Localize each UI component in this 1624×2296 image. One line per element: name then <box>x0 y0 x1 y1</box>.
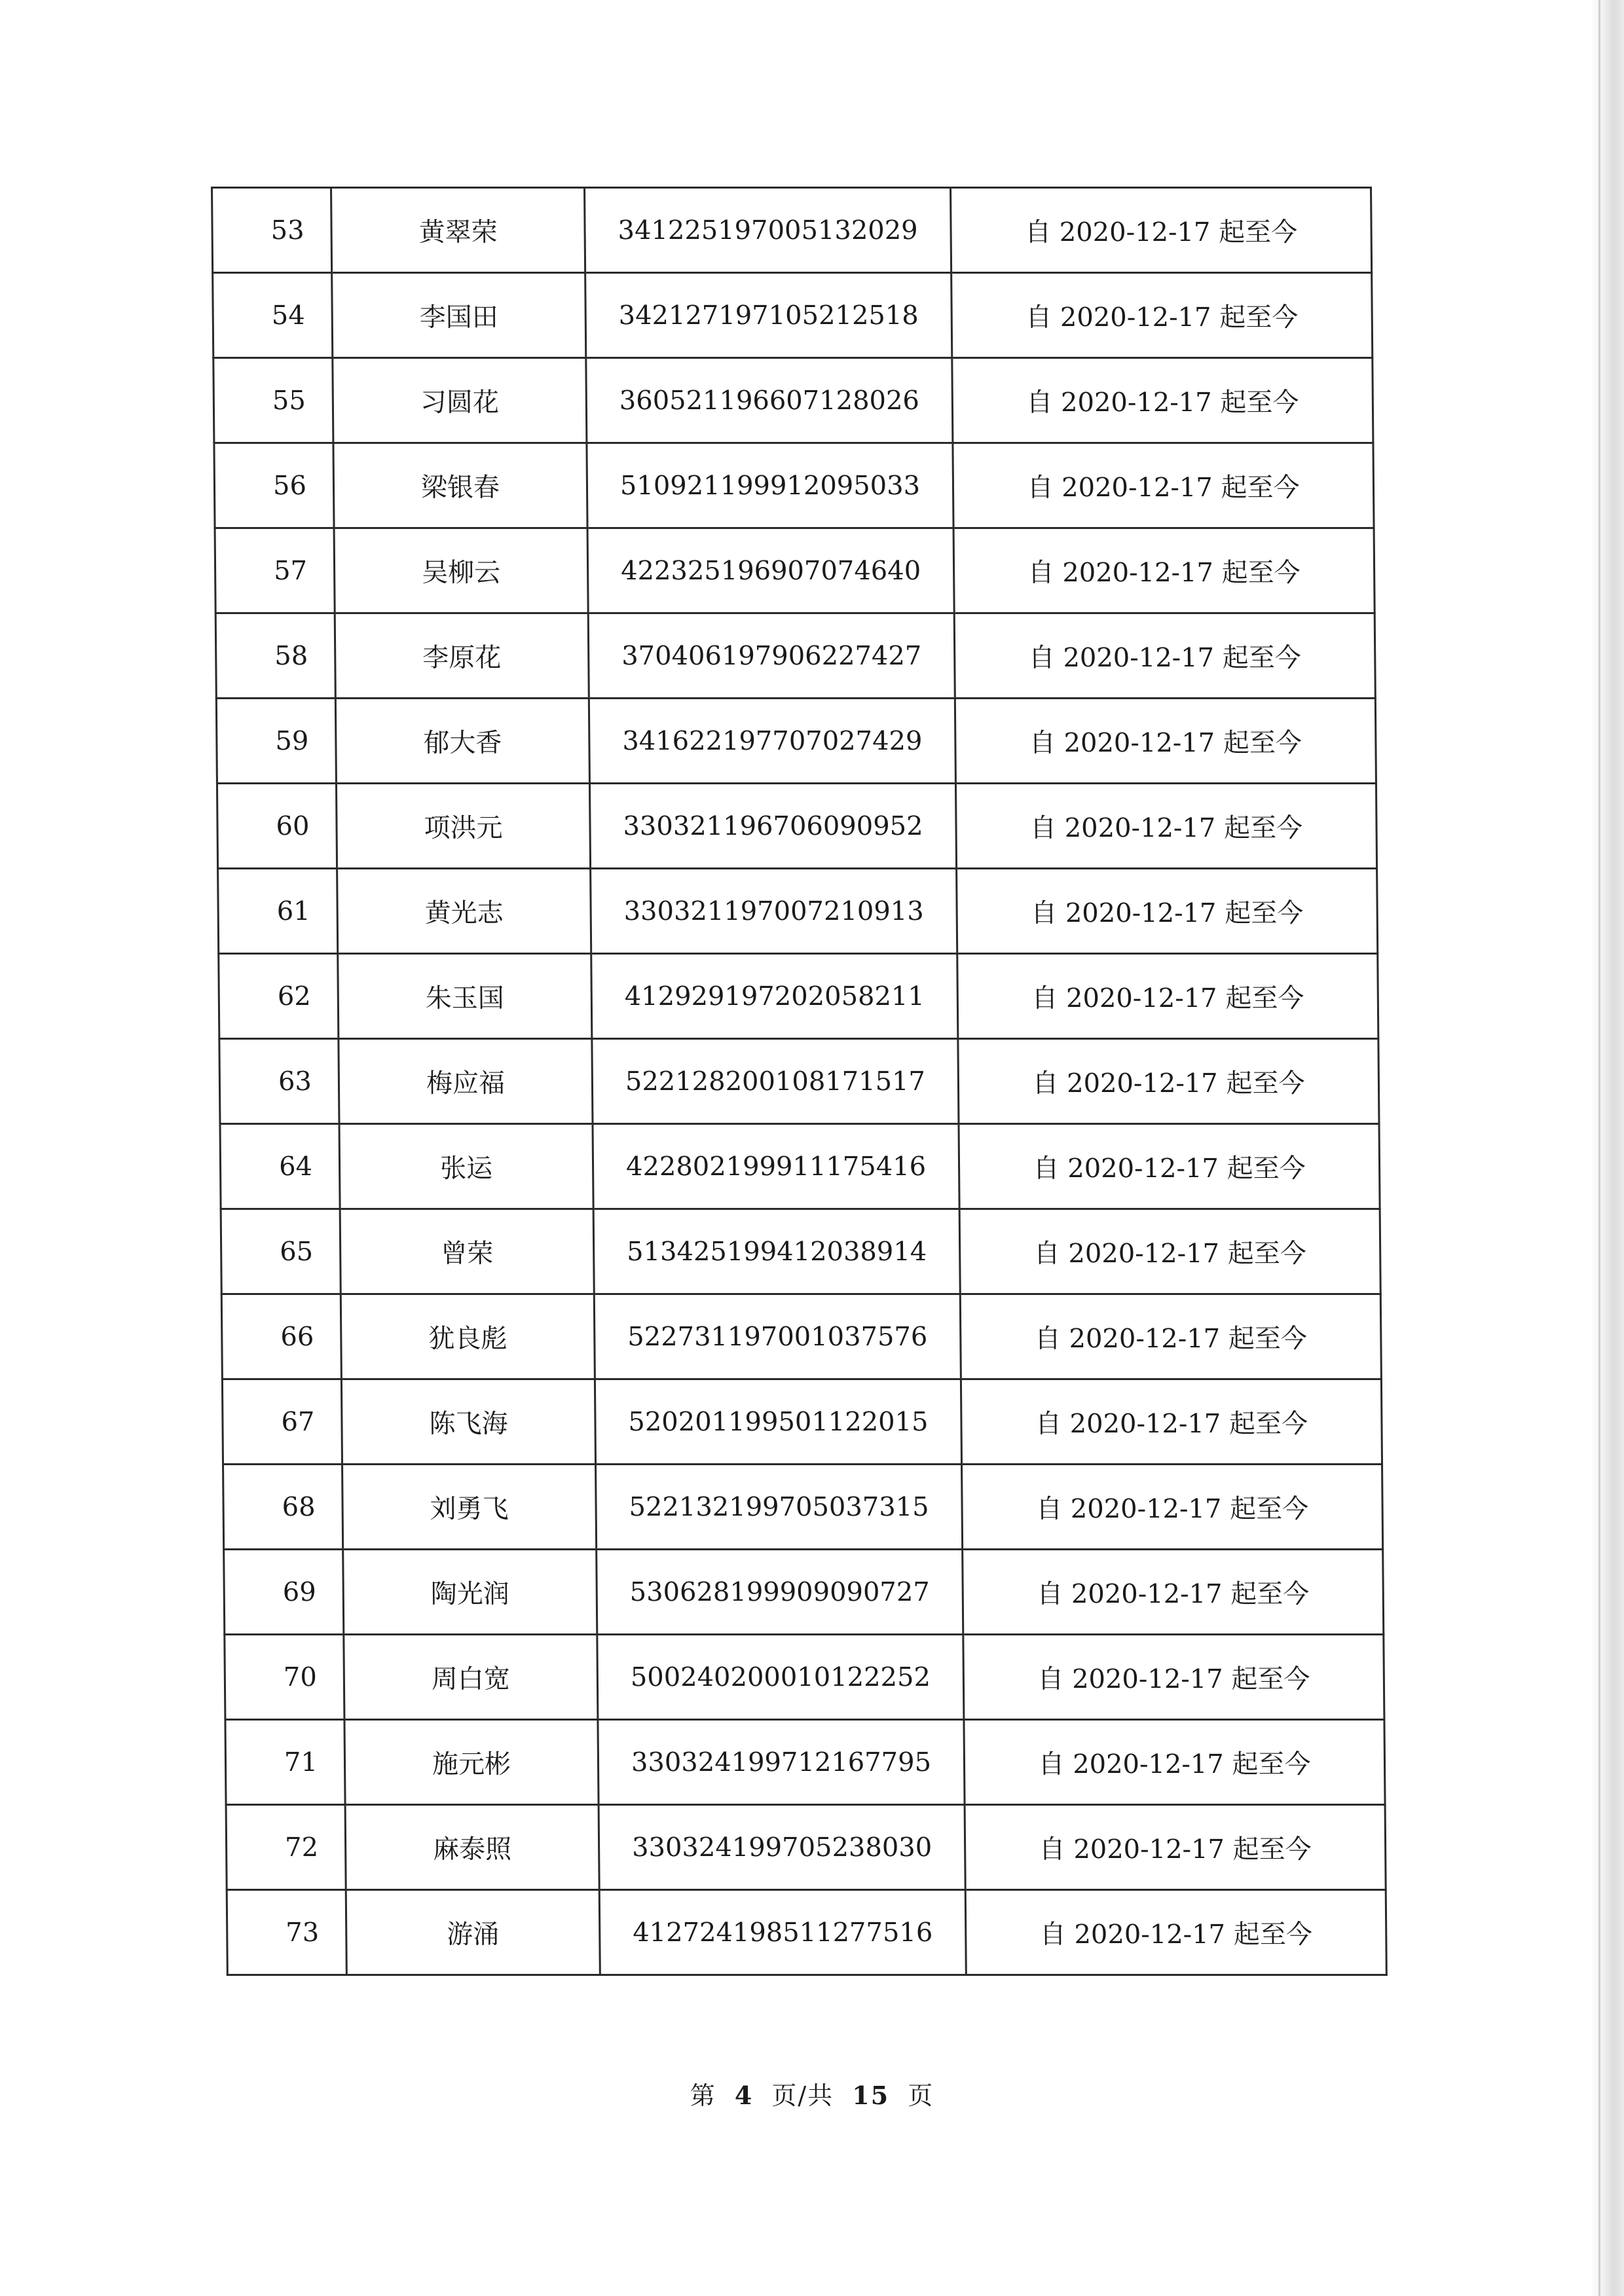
table-row <box>225 1635 1384 1720</box>
row-id-number: 360521196607128026 <box>586 358 953 443</box>
row-id-number: 500240200010122252 <box>597 1635 964 1720</box>
table-row <box>216 699 1376 784</box>
row-number: 65 <box>221 1209 341 1294</box>
table-row <box>218 869 1378 954</box>
row-id-number: 522731197001037576 <box>594 1294 961 1379</box>
roster-table-body <box>212 188 1387 1975</box>
row-id-number: 412724198511277516 <box>599 1890 966 1975</box>
row-name: 项洪元 <box>336 784 590 869</box>
row-period: 自 2020-12-17 起至今 <box>954 613 1375 699</box>
row-id-number: 520201199501122015 <box>595 1379 961 1465</box>
row-id-number: 341622197707027429 <box>589 699 955 784</box>
row-name: 陶光润 <box>343 1550 597 1635</box>
row-number: 69 <box>224 1550 344 1635</box>
table-row <box>219 954 1378 1039</box>
scan-edge <box>1590 0 1624 2296</box>
row-name: 游涌 <box>346 1890 600 1975</box>
table-row <box>225 1720 1385 1805</box>
row-name: 梅应福 <box>339 1039 593 1124</box>
row-number: 59 <box>216 699 336 784</box>
row-period: 自 2020-12-17 起至今 <box>959 1209 1380 1294</box>
row-period: 自 2020-12-17 起至今 <box>953 528 1375 613</box>
footer-prefix: 第 <box>690 2081 716 2110</box>
row-period: 自 2020-12-17 起至今 <box>953 443 1374 528</box>
row-number: 57 <box>215 528 335 613</box>
row-number: 71 <box>225 1720 345 1805</box>
table-row <box>220 1124 1380 1209</box>
row-id-number: 342127197105212518 <box>585 273 952 358</box>
row-number: 56 <box>214 443 334 528</box>
row-period: 自 2020-12-17 起至今 <box>957 954 1378 1039</box>
row-name: 施元彬 <box>344 1720 599 1805</box>
row-period: 自 2020-12-17 起至今 <box>952 358 1373 443</box>
row-name: 周白宽 <box>344 1635 598 1720</box>
row-id-number: 422325196907074640 <box>587 528 954 613</box>
row-name: 曾荣 <box>340 1209 594 1294</box>
scan-line <box>1598 0 1600 2296</box>
row-number: 66 <box>221 1294 341 1379</box>
row-period: 自 2020-12-17 起至今 <box>964 1720 1385 1805</box>
row-number: 60 <box>217 784 337 869</box>
row-name: 刘勇飞 <box>342 1465 597 1550</box>
page-footer <box>0 2075 1624 2111</box>
table-row <box>227 1890 1386 1975</box>
row-name: 陈飞海 <box>341 1379 595 1465</box>
row-period: 自 2020-12-17 起至今 <box>961 1379 1382 1465</box>
row-number: 73 <box>227 1890 346 1975</box>
footer-total-pages: 15 <box>852 2081 890 2110</box>
row-number: 53 <box>212 188 332 273</box>
row-period: 自 2020-12-17 起至今 <box>957 869 1378 954</box>
row-period: 自 2020-12-17 起至今 <box>958 1039 1379 1124</box>
table-row <box>221 1294 1381 1379</box>
row-name: 朱玉国 <box>338 954 592 1039</box>
row-number: 67 <box>222 1379 342 1465</box>
row-period: 自 2020-12-17 起至今 <box>951 273 1373 358</box>
row-name: 张运 <box>339 1124 593 1209</box>
row-period: 自 2020-12-17 起至今 <box>959 1124 1380 1209</box>
table-row <box>217 784 1376 869</box>
table-row <box>219 1039 1379 1124</box>
row-period: 自 2020-12-17 起至今 <box>962 1465 1383 1550</box>
row-id-number: 530628199909090727 <box>597 1550 963 1635</box>
row-name: 黄翠荣 <box>331 188 585 273</box>
table-row <box>213 273 1373 358</box>
table-row <box>212 188 1372 273</box>
row-name: 吴柳云 <box>334 528 588 613</box>
row-period: 自 2020-12-17 起至今 <box>960 1294 1381 1379</box>
roster-table-container <box>211 187 1386 1976</box>
row-number: 64 <box>220 1124 340 1209</box>
footer-suffix: 页 <box>908 2081 934 2110</box>
row-name: 麻泰照 <box>345 1805 599 1890</box>
table-row <box>213 358 1373 443</box>
row-id-number: 510921199912095033 <box>587 443 953 528</box>
footer-current-page: 4 <box>734 2081 754 2110</box>
footer-middle: 页/共 <box>771 2081 834 2110</box>
row-id-number: 412929197202058211 <box>591 954 958 1039</box>
row-period: 自 2020-12-17 起至今 <box>951 188 1372 273</box>
row-name: 郁大香 <box>335 699 589 784</box>
row-name: 李原花 <box>335 613 589 699</box>
table-row <box>222 1379 1382 1465</box>
row-number: 55 <box>213 358 333 443</box>
table-row <box>215 528 1375 613</box>
row-period: 自 2020-12-17 起至今 <box>955 784 1376 869</box>
row-id-number: 330324199705238030 <box>599 1805 965 1890</box>
table-row <box>224 1550 1384 1635</box>
row-period: 自 2020-12-17 起至今 <box>965 1890 1386 1975</box>
row-period: 自 2020-12-17 起至今 <box>955 699 1376 784</box>
row-name: 犹良彪 <box>341 1294 595 1379</box>
row-id-number: 513425199412038914 <box>593 1209 960 1294</box>
row-period: 自 2020-12-17 起至今 <box>963 1635 1384 1720</box>
row-period: 自 2020-12-17 起至今 <box>965 1805 1386 1890</box>
row-id-number: 330321196706090952 <box>589 784 956 869</box>
row-id-number: 341225197005132029 <box>585 188 951 273</box>
table-row <box>215 613 1375 699</box>
table-row <box>214 443 1374 528</box>
row-name: 梁银春 <box>333 443 587 528</box>
row-id-number: 330324199712167795 <box>598 1720 965 1805</box>
row-number: 62 <box>219 954 339 1039</box>
row-name: 李国田 <box>332 273 586 358</box>
row-id-number: 522128200108171517 <box>592 1039 959 1124</box>
row-number: 72 <box>226 1805 346 1890</box>
table-row <box>221 1209 1380 1294</box>
row-id-number: 370406197906227427 <box>588 613 955 699</box>
row-name: 黄光志 <box>337 869 591 954</box>
row-number: 58 <box>215 613 335 699</box>
row-name: 习圆花 <box>333 358 587 443</box>
table-row <box>226 1805 1386 1890</box>
row-id-number: 330321197007210913 <box>591 869 957 954</box>
row-number: 61 <box>218 869 338 954</box>
row-number: 70 <box>225 1635 344 1720</box>
row-number: 68 <box>223 1465 343 1550</box>
row-number: 63 <box>219 1039 339 1124</box>
table-row <box>223 1465 1383 1550</box>
row-period: 自 2020-12-17 起至今 <box>963 1550 1384 1635</box>
row-id-number: 522132199705037315 <box>596 1465 963 1550</box>
row-number: 54 <box>213 273 333 358</box>
row-id-number: 422802199911175416 <box>593 1124 959 1209</box>
roster-table <box>211 187 1388 1976</box>
